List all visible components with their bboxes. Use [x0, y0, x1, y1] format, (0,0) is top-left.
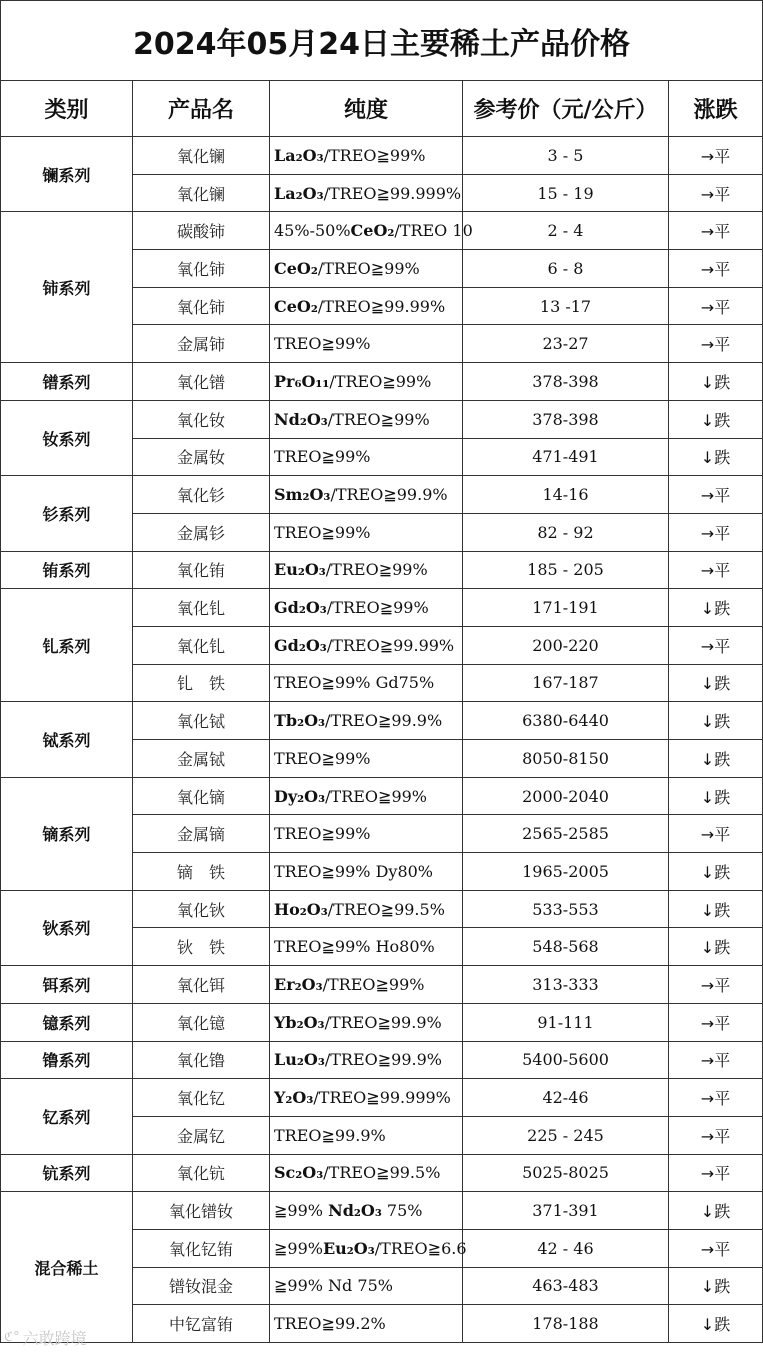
change-cell: →平 — [669, 212, 763, 250]
product-name-cell: 氧化铕 — [133, 551, 270, 589]
table-row — [1, 890, 763, 928]
purity-text: TREO≧99% — [274, 824, 371, 844]
product-name-cell: 氧化铈 — [133, 287, 270, 325]
price-cell: 378-398 — [463, 363, 669, 401]
purity-formula: Sm₂O₃ — [274, 485, 331, 505]
purity-text: /TREO≧99% — [329, 371, 432, 391]
category-cell: 钇系列 — [1, 1079, 133, 1154]
purity-text: TREO≧99% — [274, 522, 371, 542]
purity-text: TREO≧99% — [274, 447, 371, 467]
product-name-cell: 氧化铒 — [133, 966, 270, 1004]
purity-cell — [270, 702, 463, 740]
purity-text: /TREO≧99.9% — [325, 711, 443, 731]
price-cell: 167-187 — [463, 664, 669, 702]
watermark-text: 六敢跨境 — [22, 1329, 87, 1348]
change-cell: ↓跌 — [669, 928, 763, 966]
purity-cell — [270, 966, 463, 1004]
product-name-cell: 金属铽 — [133, 740, 270, 778]
table-row — [1, 1041, 763, 1079]
product-name-cell: 中钇富铕 — [133, 1305, 270, 1343]
purity-formula: Sc₂O₃ — [274, 1163, 324, 1183]
product-name-cell: 氧化钆 — [133, 626, 270, 664]
price-cell: 2000-2040 — [463, 777, 669, 815]
product-name-cell: 氧化钪 — [133, 1154, 270, 1192]
purity-cell — [270, 589, 463, 627]
price-cell: 15 - 19 — [463, 174, 669, 212]
price-cell: 313-333 — [463, 966, 669, 1004]
purity-text: /TREO≧99.5% — [327, 899, 445, 919]
price-cell: 3 - 5 — [463, 137, 669, 175]
category-cell: 铈系列 — [1, 212, 133, 363]
product-name-cell: 氧化镨钕 — [133, 1192, 270, 1230]
header-price: 参考价（元/公斤） — [463, 81, 669, 137]
category-cell: 铕系列 — [1, 551, 133, 589]
product-name-cell: 镨钕混金 — [133, 1267, 270, 1305]
watermark-logo-icon: ℭ° — [4, 1330, 20, 1345]
purity-text: /TREO≧99.9% — [330, 485, 448, 505]
price-cell: 91-111 — [463, 1003, 669, 1041]
price-cell: 225 - 245 — [463, 1116, 669, 1154]
product-name-cell: 钬 铁 — [133, 928, 270, 966]
purity-cell — [270, 325, 463, 363]
change-cell: ↓跌 — [669, 777, 763, 815]
price-cell: 178-188 — [463, 1305, 669, 1343]
change-cell: →平 — [669, 966, 763, 1004]
category-cell: 钐系列 — [1, 476, 133, 551]
purity-text: TREO≧99% Dy80% — [274, 861, 433, 881]
change-cell: ↓跌 — [669, 1267, 763, 1305]
table-row — [1, 966, 763, 1004]
change-cell: ↓跌 — [669, 702, 763, 740]
purity-text: TREO≧99.9% — [274, 1125, 386, 1145]
category-cell: 钆系列 — [1, 589, 133, 702]
change-cell: ↓跌 — [669, 363, 763, 401]
change-cell: ↓跌 — [669, 589, 763, 627]
purity-cell — [270, 363, 463, 401]
price-cell: 6 - 8 — [463, 250, 669, 288]
change-cell: →平 — [669, 626, 763, 664]
purity-cell — [270, 287, 463, 325]
change-cell: ↓跌 — [669, 853, 763, 891]
product-name-cell: 氧化镥 — [133, 1041, 270, 1079]
price-cell: 5400-5600 — [463, 1041, 669, 1079]
product-name-cell: 氧化铽 — [133, 702, 270, 740]
product-name-cell: 氧化钆 — [133, 589, 270, 627]
category-cell: 铒系列 — [1, 966, 133, 1004]
change-cell: →平 — [669, 1154, 763, 1192]
price-cell: 6380-6440 — [463, 702, 669, 740]
purity-formula: La₂O₃ — [274, 183, 324, 203]
purity-cell — [270, 1003, 463, 1041]
price-cell: 171-191 — [463, 589, 669, 627]
purity-formula: Yb₂O₃ — [274, 1012, 325, 1032]
purity-cell — [270, 777, 463, 815]
price-cell: 371-391 — [463, 1192, 669, 1230]
table-row — [1, 212, 763, 250]
price-cell: 23-27 — [463, 325, 669, 363]
category-cell: 镥系列 — [1, 1041, 133, 1079]
purity-text: /TREO≧6.6 — [374, 1238, 467, 1258]
change-cell: →平 — [669, 476, 763, 514]
change-cell: →平 — [669, 325, 763, 363]
purity-cell — [270, 664, 463, 702]
purity-text: ≧99% — [274, 1201, 329, 1221]
change-cell: ↓跌 — [669, 400, 763, 438]
price-cell: 2 - 4 — [463, 212, 669, 250]
change-cell: ↓跌 — [669, 740, 763, 778]
product-name-cell: 氧化钇铕 — [133, 1229, 270, 1267]
purity-text: 75% — [381, 1201, 423, 1221]
product-name-cell: 钆 铁 — [133, 664, 270, 702]
purity-formula: Eu₂O₃ — [274, 560, 326, 580]
category-cell: 镝系列 — [1, 777, 133, 890]
purity-cell — [270, 212, 473, 250]
purity-text: /TREO≧99.99% — [317, 296, 446, 316]
product-name-cell: 金属钐 — [133, 513, 270, 551]
purity-text: /TREO≧99.9% — [324, 1050, 442, 1070]
purity-formula: Nd₂O₃ — [328, 1201, 382, 1221]
category-cell: 镧系列 — [1, 137, 133, 212]
product-name-cell: 氧化镧 — [133, 174, 270, 212]
purity-text: /TREO≧99% — [325, 560, 428, 580]
purity-text: /TREO≧99.9% — [324, 1012, 442, 1032]
price-cell: 82 - 92 — [463, 513, 669, 551]
purity-formula: Ho₂O₃ — [274, 899, 328, 919]
price-cell: 533-553 — [463, 890, 669, 928]
product-name-cell: 氧化镨 — [133, 363, 270, 401]
purity-formula: Er₂O₃ — [274, 974, 323, 994]
category-cell: 镨系列 — [1, 363, 133, 401]
purity-text: ≧99% — [274, 1238, 323, 1258]
price-cell: 5025-8025 — [463, 1154, 669, 1192]
purity-cell — [270, 1267, 463, 1305]
table-row — [1, 551, 763, 589]
table-row — [1, 589, 763, 627]
price-cell: 378-398 — [463, 400, 669, 438]
table-title: 2024年05月24日主要稀土产品价格 — [1, 1, 763, 81]
product-name-cell: 碳酸铈 — [133, 212, 270, 250]
purity-text: /TREO 10 — [394, 221, 473, 241]
purity-formula: CeO₂ — [274, 258, 318, 278]
purity-text: /TREO≧99.99% — [326, 635, 455, 655]
purity-text: /TREO≧99% — [325, 786, 427, 806]
purity-cell — [270, 174, 463, 212]
change-cell: →平 — [669, 174, 763, 212]
change-cell: →平 — [669, 513, 763, 551]
purity-formula: Gd₂O₃ — [274, 635, 327, 655]
product-name-cell: 金属钇 — [133, 1116, 270, 1154]
purity-formula: Dy₂O₃ — [274, 786, 326, 806]
purity-text: ≧99% Nd 75% — [274, 1276, 393, 1296]
purity-cell — [270, 1079, 463, 1117]
purity-text: /TREO≧99% — [326, 598, 429, 618]
purity-formula: Eu₂O₃ — [322, 1238, 375, 1258]
category-cell: 钪系列 — [1, 1154, 133, 1192]
table-row — [1, 476, 763, 514]
product-name-cell: 氧化镝 — [133, 777, 270, 815]
purity-text: /TREO≧99% — [317, 258, 420, 278]
purity-text: /TREO≧99.999% — [313, 1088, 451, 1108]
table-row — [1, 400, 763, 438]
purity-text: 45%-50% — [274, 221, 351, 241]
product-name-cell: 氧化钇 — [133, 1079, 270, 1117]
product-name-cell: 镝 铁 — [133, 853, 270, 891]
category-cell: 混合稀土 — [1, 1192, 133, 1343]
change-cell: ↓跌 — [669, 438, 763, 476]
purity-text: /TREO≧99.999% — [323, 183, 462, 203]
purity-text: /TREO≧99% — [323, 145, 426, 165]
purity-formula: Tb₂O₃ — [274, 711, 326, 731]
purity-cell — [270, 890, 463, 928]
price-cell: 42-46 — [463, 1079, 669, 1117]
purity-cell — [270, 551, 463, 589]
change-cell: ↓跌 — [669, 1192, 763, 1230]
table-body — [1, 137, 763, 1343]
table-row — [1, 137, 763, 175]
product-name-cell: 金属钕 — [133, 438, 270, 476]
product-name-cell: 氧化钐 — [133, 476, 270, 514]
price-cell: 548-568 — [463, 928, 669, 966]
purity-cell — [270, 137, 463, 175]
change-cell: →平 — [669, 1003, 763, 1041]
purity-cell — [270, 815, 463, 853]
purity-cell — [270, 438, 463, 476]
purity-cell — [270, 1154, 463, 1192]
table-row — [1, 1154, 763, 1192]
purity-cell — [270, 1041, 463, 1079]
category-cell: 铽系列 — [1, 702, 133, 777]
purity-text: TREO≧99% Gd75% — [274, 673, 435, 693]
purity-formula: CeO₂ — [274, 296, 318, 316]
change-cell: →平 — [669, 137, 763, 175]
change-cell: ↓跌 — [669, 664, 763, 702]
change-cell: →平 — [669, 250, 763, 288]
table-row — [1, 702, 763, 740]
table-row — [1, 1003, 763, 1041]
product-name-cell: 氧化镱 — [133, 1003, 270, 1041]
product-name-cell: 金属镝 — [133, 815, 270, 853]
purity-cell — [270, 1192, 463, 1230]
change-cell: →平 — [669, 551, 763, 589]
purity-text: TREO≧99.2% — [274, 1314, 386, 1334]
purity-formula: Gd₂O₃ — [274, 598, 327, 618]
change-cell: →平 — [669, 1116, 763, 1154]
purity-text: TREO≧99% — [274, 334, 371, 354]
price-cell: 463-483 — [463, 1267, 669, 1305]
purity-formula: La₂O₃ — [274, 145, 324, 165]
table-row — [1, 1079, 763, 1117]
change-cell: ↓跌 — [669, 1305, 763, 1343]
price-cell: 8050-8150 — [463, 740, 669, 778]
purity-text: TREO≧99% — [274, 748, 371, 768]
purity-cell — [270, 250, 463, 288]
change-cell: →平 — [669, 1229, 763, 1267]
purity-cell — [270, 476, 463, 514]
header-purity: 纯度 — [270, 81, 463, 137]
purity-cell — [270, 1116, 463, 1154]
price-cell: 42 - 46 — [463, 1229, 669, 1267]
price-cell: 2565-2585 — [463, 815, 669, 853]
product-name-cell: 金属铈 — [133, 325, 270, 363]
purity-cell — [270, 626, 463, 664]
purity-cell — [270, 740, 463, 778]
purity-formula: Pr₆O₁₁ — [274, 371, 330, 391]
header-change: 涨跌 — [669, 81, 763, 137]
purity-formula: Nd₂O₃ — [274, 409, 328, 429]
product-name-cell: 氧化铈 — [133, 250, 270, 288]
table-row — [1, 363, 763, 401]
purity-cell — [270, 1305, 463, 1343]
table-row — [1, 1192, 763, 1230]
watermark — [4, 1326, 87, 1349]
change-cell: →平 — [669, 287, 763, 325]
product-name-cell: 氧化镧 — [133, 137, 270, 175]
price-cell: 14-16 — [463, 476, 669, 514]
table-row — [1, 777, 763, 815]
category-cell: 钕系列 — [1, 400, 133, 475]
purity-cell — [270, 1229, 467, 1267]
price-cell: 200-220 — [463, 626, 669, 664]
product-name-cell: 氧化钕 — [133, 400, 270, 438]
purity-text: /TREO≧99% — [322, 974, 425, 994]
purity-text: /TREO≧99.5% — [323, 1163, 441, 1183]
purity-cell — [270, 400, 463, 438]
purity-formula: Y₂O₃ — [274, 1088, 314, 1108]
change-cell: →平 — [669, 1041, 763, 1079]
purity-formula: CeO₂ — [350, 221, 395, 241]
category-cell: 镱系列 — [1, 1003, 133, 1041]
purity-cell — [270, 513, 463, 551]
change-cell: →平 — [669, 815, 763, 853]
header-row — [1, 81, 763, 137]
purity-cell — [270, 853, 463, 891]
purity-text: /TREO≧99% — [327, 409, 430, 429]
price-cell: 13 -17 — [463, 287, 669, 325]
category-cell: 钬系列 — [1, 890, 133, 965]
purity-cell — [270, 928, 463, 966]
header-category: 类别 — [1, 81, 133, 137]
change-cell: →平 — [669, 1079, 763, 1117]
change-cell: ↓跌 — [669, 890, 763, 928]
price-cell: 1965-2005 — [463, 853, 669, 891]
purity-text: TREO≧99% Ho80% — [274, 937, 435, 957]
header-product: 产品名 — [133, 81, 270, 137]
price-cell: 185 - 205 — [463, 551, 669, 589]
price-cell: 471-491 — [463, 438, 669, 476]
product-name-cell: 氧化钬 — [133, 890, 270, 928]
purity-formula: Lu₂O₃ — [274, 1050, 325, 1070]
